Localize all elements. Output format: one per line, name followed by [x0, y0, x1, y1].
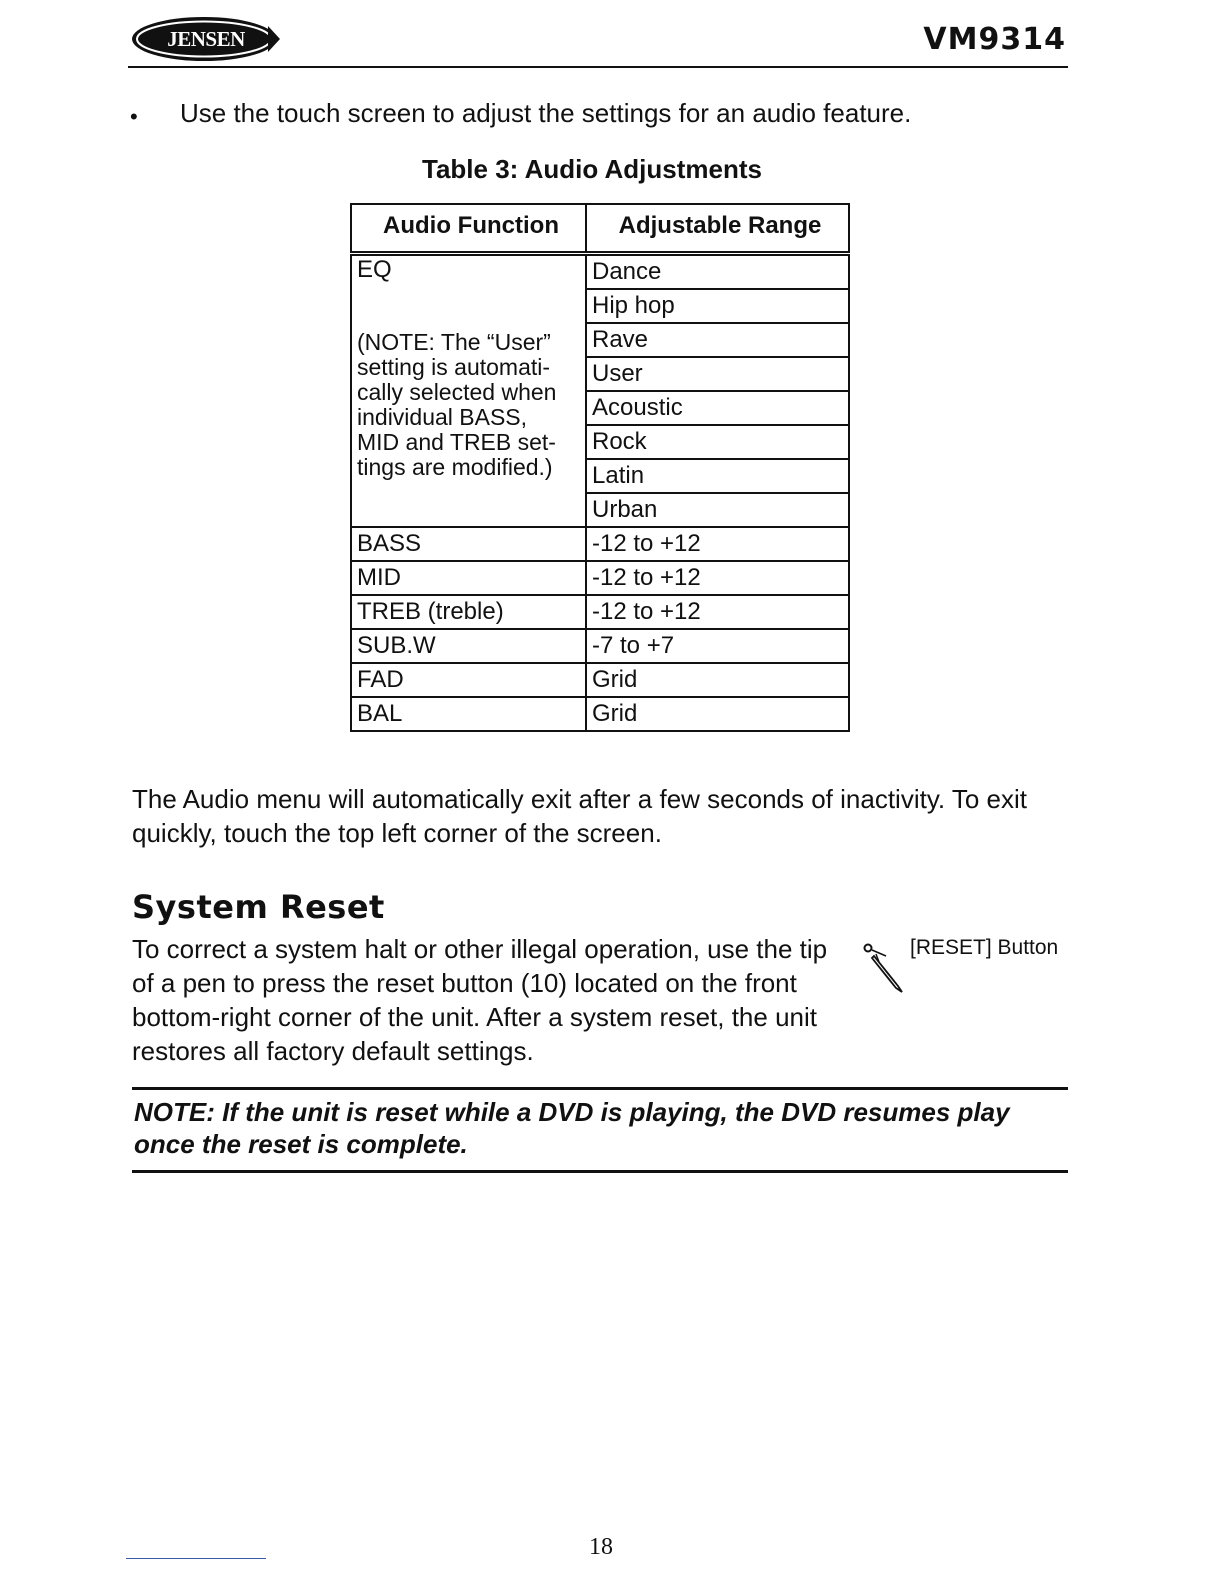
- function-cell: BASS: [351, 527, 586, 561]
- table-row: [351, 527, 849, 561]
- note-divider-top: [132, 1087, 1068, 1090]
- audio-exit-paragraph: The Audio menu will automatically exit after a few seconds of inactivity. To exit quickly, touch the top left corner of the screen.: [132, 784, 1028, 848]
- table-header-row: [351, 204, 849, 254]
- range-cell: Urban: [586, 493, 849, 527]
- reset-button-callout: [862, 936, 1072, 996]
- range-cell: Latin: [586, 459, 849, 493]
- audio-adjustments-table: [350, 203, 850, 732]
- range-cell: Rock: [586, 425, 849, 459]
- pen-icon: [862, 940, 912, 996]
- brand-logo-text: JENSEN: [167, 27, 245, 51]
- model-number: VM9314: [923, 22, 1066, 57]
- bullet-icon: •: [130, 104, 138, 129]
- range-cell: Rave: [586, 323, 849, 357]
- table-row: [351, 629, 849, 663]
- brand-logo: [130, 14, 282, 64]
- table-row: [351, 697, 849, 731]
- function-cell: BAL: [351, 697, 586, 731]
- table-row: [351, 561, 849, 595]
- table-row: [351, 254, 849, 290]
- column-header-range: Adjustable Range: [586, 204, 849, 254]
- table-row: [351, 595, 849, 629]
- range-cell: User: [586, 357, 849, 391]
- table-caption: Table 3: Audio Adjustments: [422, 154, 762, 184]
- system-reset-heading: System Reset: [132, 888, 385, 926]
- range-cell: Dance: [586, 254, 849, 290]
- page-number: 18: [589, 1534, 613, 1560]
- footer-divider: [126, 1558, 266, 1559]
- range-cell: Hip hop: [586, 289, 849, 323]
- header-divider: [128, 66, 1068, 68]
- function-cell: MID: [351, 561, 586, 595]
- intro-text: Use the touch screen to adjust the settings for an audio feature.: [180, 98, 912, 128]
- range-cell: Acoustic: [586, 391, 849, 425]
- function-cell: TREB (treble): [351, 595, 586, 629]
- eq-label: EQ: [357, 256, 392, 283]
- range-cell: -12 to +12: [586, 595, 849, 629]
- function-cell: FAD: [351, 663, 586, 697]
- range-cell: -7 to +7: [586, 629, 849, 663]
- range-cell: Grid: [586, 697, 849, 731]
- eq-function-cell: [351, 254, 586, 528]
- range-cell: -12 to +12: [586, 561, 849, 595]
- table-row: [351, 663, 849, 697]
- eq-note: (NOTE: The “User” setting is automati- cally selected when individual BASS, MID and TREB set- tings are modified.): [357, 329, 557, 480]
- note-divider-bottom: [132, 1170, 1068, 1173]
- reset-button-label: [RESET] Button: [910, 936, 1059, 959]
- system-reset-paragraph: To correct a system halt or other illegal operation, use the tip of a pen to press the reset button (10) located on the front bottom-right corner of the unit. After a system reset, the unit restores all factory default settings.: [132, 934, 828, 1066]
- range-cell: Grid: [586, 663, 849, 697]
- range-cell: -12 to +12: [586, 527, 849, 561]
- reset-note: NOTE: If the unit is reset while a DVD is playing, the DVD resumes play once the reset is complete.: [134, 1097, 1010, 1159]
- function-cell: SUB.W: [351, 629, 586, 663]
- column-header-function: Audio Function: [351, 204, 586, 254]
